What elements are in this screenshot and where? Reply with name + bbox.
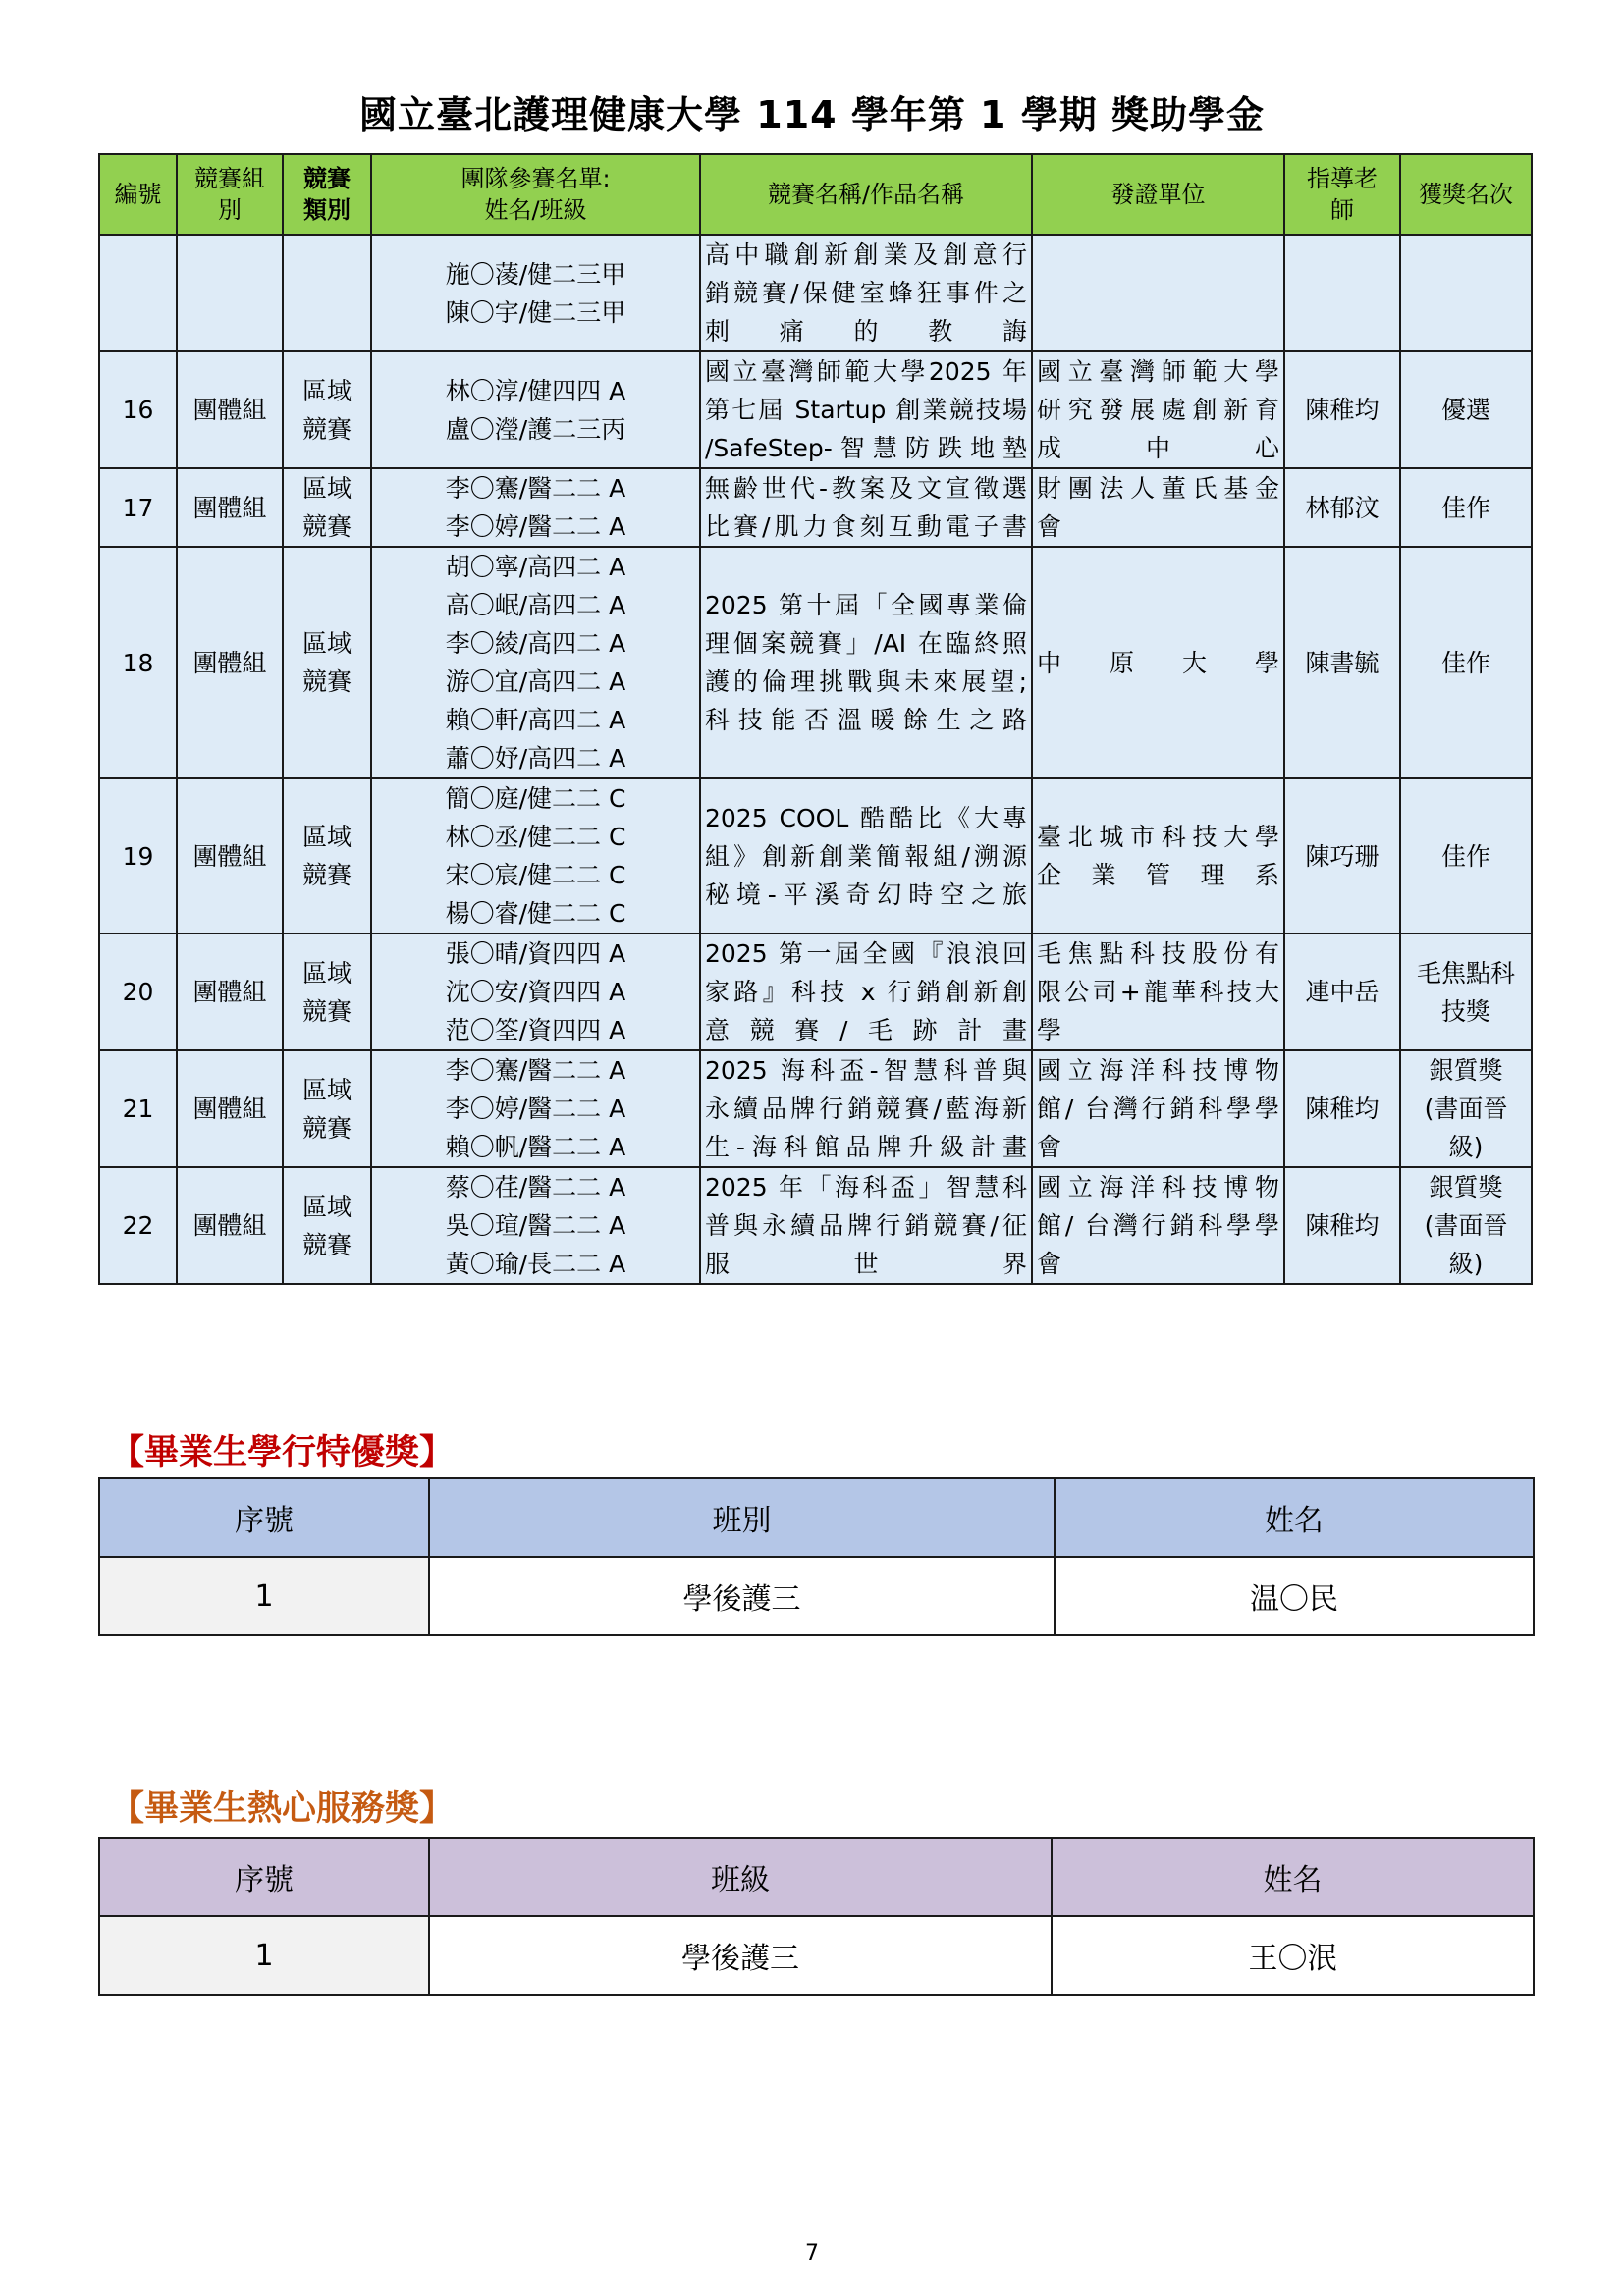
cell-type-line: 區域: [301, 629, 352, 658]
cell-members-line: 簡〇庭/健二二 C: [445, 784, 626, 813]
cell-members: [371, 934, 700, 1050]
cell-members-line: 賴〇帆/醫二二 A: [445, 1133, 626, 1161]
cell-type: [283, 547, 371, 778]
cell-type: [283, 468, 371, 547]
cell-unit-line: 成中心: [1037, 434, 1279, 462]
award-table: [98, 153, 1533, 1285]
cell-unit-line: 國立海洋科技博物: [1037, 1056, 1279, 1085]
cell-members-line: 陳〇宇/健二三甲: [445, 297, 626, 327]
cell-competition-line: 2025 COOL 酷酷比《大專: [705, 803, 1027, 832]
service-award-table: [98, 1837, 1535, 1996]
conduct-name: 温〇民: [1055, 1557, 1534, 1635]
cell-group: 團體組: [177, 1050, 283, 1167]
cell-unit-line: 會: [1037, 1250, 1062, 1278]
cell-unit: [1032, 1050, 1284, 1167]
award-table-header-row: [99, 154, 1532, 235]
cell-competition-line: 生-海科館品牌升級計畫: [705, 1133, 1027, 1161]
cell-competition-line: 普與永續品牌行銷競賽/征: [705, 1211, 1027, 1240]
cell-award-line: 優選: [1440, 396, 1490, 424]
conduct-header-row: [99, 1478, 1534, 1557]
cell-type-line: 區域: [301, 376, 352, 405]
cell-members-line: 蔡〇荏/醫二二 A: [445, 1173, 626, 1201]
cell-no: 17: [99, 468, 177, 547]
cell-award: [1400, 547, 1532, 778]
cell-type: [283, 1167, 371, 1284]
cell-members-line: 胡〇寧/高四二 A: [445, 553, 626, 581]
service-award-title: 【畢業生熱心服務獎】: [110, 1789, 455, 1829]
cell-unit-line: 研究發展處創新育: [1037, 396, 1279, 424]
cell-unit-line: 財團法人董氏基金: [1037, 474, 1279, 503]
cell-no: 22: [99, 1167, 177, 1284]
cell-no: [99, 235, 177, 351]
header-group: 競賽組 別: [177, 154, 283, 235]
cell-award: [1400, 778, 1532, 934]
cell-unit-line: 毛焦點科技股份有: [1037, 939, 1279, 968]
cell-competition-line: 意競賽/毛跡計畫: [705, 1016, 1027, 1044]
cell-unit-line: 限公司+龍華科技大: [1037, 978, 1279, 1006]
table-row: [99, 778, 1532, 934]
cell-competition-line: 2025 年「海科盃」智慧科: [705, 1173, 1027, 1201]
page-title: 國立臺北護理健康大學 114 學年第 1 學期 獎助學金: [359, 93, 1265, 136]
cell-award-line: 毛焦點科: [1416, 958, 1515, 988]
header-members: 團隊參賽名單: 姓名/班級: [371, 154, 700, 235]
cell-members-line: 范〇筌/資四四 A: [445, 1016, 626, 1044]
cell-members: [371, 235, 700, 351]
table-row: [99, 547, 1532, 778]
conduct-class: 學後護三: [429, 1557, 1055, 1635]
cell-award: [1400, 235, 1532, 351]
service-header-name: 姓名: [1052, 1838, 1534, 1916]
cell-members-line: 林〇淳/健四四 A: [445, 376, 626, 405]
conduct-award-table: [98, 1477, 1535, 1636]
cell-members-line: 沈〇安/資四四 A: [445, 978, 626, 1006]
cell-competition-line: 永續品牌行銷競賽/藍海新: [705, 1095, 1027, 1123]
cell-competition-line: 秘境-平溪奇幻時空之旅: [705, 880, 1027, 909]
cell-award: [1400, 1167, 1532, 1284]
cell-competition: [700, 351, 1032, 468]
cell-competition: [700, 547, 1032, 778]
cell-members: [371, 351, 700, 468]
header-advisor: 指導老 師: [1284, 154, 1400, 235]
cell-unit-line: 會: [1037, 1133, 1062, 1161]
cell-group: 團體組: [177, 1167, 283, 1284]
cell-unit-line: 館/ 台灣行銷科學學: [1037, 1095, 1279, 1123]
cell-members-line: 李〇騫/醫二二 A: [445, 1056, 626, 1085]
cell-unit-line: 企業管理系: [1037, 861, 1279, 889]
cell-members-line: 高〇岷/高四二 A: [445, 591, 626, 619]
table-row: [99, 1916, 1534, 1995]
cell-award-line: 佳作: [1440, 493, 1490, 522]
cell-no: 16: [99, 351, 177, 468]
table-row: [99, 1557, 1534, 1635]
cell-competition: [700, 934, 1032, 1050]
cell-competition-line: 無齡世代-教案及文宣徵選: [705, 474, 1027, 503]
service-class: 學後護三: [429, 1916, 1052, 1995]
cell-type-line: 競賽: [301, 414, 352, 444]
cell-no: 20: [99, 934, 177, 1050]
cell-members-line: 李〇騫/醫二二 A: [445, 474, 626, 503]
conduct-header-class: 班別: [429, 1478, 1055, 1557]
cell-members-line: 李〇綾/高四二 A: [445, 629, 626, 658]
cell-advisor: 陳稚均: [1284, 1167, 1400, 1284]
cell-competition-line: 高中職創新創業及創意行: [705, 240, 1027, 269]
cell-unit-line: 中原大學: [1037, 648, 1279, 677]
cell-competition-line: 第七屆 Startup 創業競技場: [705, 396, 1027, 424]
cell-award-line: 佳作: [1440, 648, 1490, 677]
cell-competition-line: 銷競賽/保健室蜂狂事件之: [705, 279, 1027, 307]
cell-advisor: 陳稚均: [1284, 1050, 1400, 1167]
cell-competition-line: 刺痛的教誨: [705, 317, 1027, 346]
cell-competition-line: 比賽/肌力食刻互動電子書: [705, 512, 1027, 541]
cell-award: [1400, 468, 1532, 547]
cell-award-line: (書面晉: [1424, 1211, 1508, 1240]
header-competition: 競賽名稱/作品名稱: [700, 154, 1032, 235]
cell-award-line: 級): [1448, 1133, 1484, 1161]
cell-unit-line: 學: [1037, 1016, 1062, 1044]
cell-group: 團體組: [177, 934, 283, 1050]
cell-unit: [1032, 1167, 1284, 1284]
cell-competition-line: 國立臺灣師範大學2025 年: [705, 357, 1027, 386]
cell-award-line: 級): [1448, 1250, 1484, 1278]
cell-type: [283, 934, 371, 1050]
table-row: [99, 934, 1532, 1050]
header-award: 獲獎名次: [1400, 154, 1532, 235]
cell-unit-line: 會: [1037, 512, 1062, 541]
cell-members: [371, 778, 700, 934]
cell-type: [283, 351, 371, 468]
service-header-row: [99, 1838, 1534, 1916]
cell-unit: [1032, 235, 1284, 351]
cell-members-line: 施〇蓤/健二三甲: [445, 259, 626, 289]
cell-competition: [700, 1167, 1032, 1284]
cell-unit-line: 國立臺灣師範大學: [1037, 357, 1279, 386]
cell-type-line: 區域: [301, 1075, 352, 1104]
cell-unit: [1032, 778, 1284, 934]
cell-members-line: 宋〇宸/健二二 C: [445, 861, 626, 889]
cell-group: 團體組: [177, 351, 283, 468]
cell-members-line: 盧〇瀅/護二三丙: [445, 414, 626, 444]
cell-type-line: 競賽: [301, 861, 352, 889]
cell-members-line: 吳〇瑄/醫二二 A: [445, 1211, 626, 1240]
service-header-idx: 序號: [99, 1838, 429, 1916]
cell-advisor: 連中岳: [1284, 934, 1400, 1050]
cell-advisor: 林郁汶: [1284, 468, 1400, 547]
cell-type: [283, 1050, 371, 1167]
table-row: [99, 235, 1532, 351]
header-no: 編號: [99, 154, 177, 235]
cell-type-line: 區域: [301, 958, 352, 988]
award-table-body: [99, 235, 1532, 1284]
conduct-idx: 1: [99, 1557, 429, 1635]
cell-members: [371, 468, 700, 547]
conduct-award-title: 【畢業生學行特優獎】: [110, 1433, 455, 1472]
cell-type: [283, 235, 371, 351]
cell-unit-line: 國立海洋科技博物: [1037, 1173, 1279, 1201]
page-number: 7: [805, 2241, 819, 2266]
cell-competition-line: 家路』科技 x 行銷創新創: [705, 978, 1027, 1006]
cell-members-line: 游〇宜/高四二 A: [445, 667, 626, 696]
cell-members: [371, 1050, 700, 1167]
table-row: [99, 468, 1532, 547]
cell-unit: [1032, 468, 1284, 547]
cell-competition-line: 2025 第十屆「全國專業倫: [705, 591, 1027, 619]
cell-competition: [700, 778, 1032, 934]
cell-members-line: 蕭〇妤/高四二 A: [445, 744, 626, 773]
cell-award-line: (書面晉: [1424, 1095, 1508, 1123]
cell-group: [177, 235, 283, 351]
cell-award-line: 技獎: [1440, 996, 1490, 1026]
cell-competition: [700, 468, 1032, 547]
conduct-header-name: 姓名: [1055, 1478, 1534, 1557]
cell-advisor: 陳稚均: [1284, 351, 1400, 468]
header-type: 競賽 類別: [283, 154, 371, 235]
cell-competition-line: 組》創新創業簡報組/溯源: [705, 841, 1027, 871]
cell-type-line: 競賽: [301, 1230, 352, 1259]
cell-advisor: [1284, 235, 1400, 351]
service-name: 王〇泯: [1052, 1916, 1534, 1995]
cell-competition: [700, 235, 1032, 351]
cell-no: 19: [99, 778, 177, 934]
cell-type-line: 競賽: [301, 667, 352, 696]
cell-members-line: 黃〇瑜/長二二 A: [445, 1250, 626, 1278]
cell-type-line: 競賽: [301, 996, 352, 1026]
table-row: [99, 1050, 1532, 1167]
cell-type-line: 區域: [301, 823, 352, 851]
cell-no: 21: [99, 1050, 177, 1167]
cell-group: 團體組: [177, 547, 283, 778]
cell-competition-line: 科技能否溫暖餘生之路: [705, 706, 1027, 734]
cell-unit-line: 館/ 台灣行銷科學學: [1037, 1211, 1279, 1240]
cell-members-line: 李〇婷/醫二二 A: [445, 1095, 626, 1123]
cell-advisor: 陳書毓: [1284, 547, 1400, 778]
service-idx: 1: [99, 1916, 429, 1995]
cell-award: [1400, 351, 1532, 468]
cell-competition-line: 2025 第一屆全國『浪浪回: [705, 939, 1027, 968]
cell-type-line: 區域: [301, 474, 352, 503]
cell-members: [371, 1167, 700, 1284]
conduct-header-idx: 序號: [99, 1478, 429, 1557]
cell-competition: [700, 1050, 1032, 1167]
table-row: [99, 1167, 1532, 1284]
cell-unit-line: 臺北城市科技大學: [1037, 823, 1279, 851]
header-unit: 發證單位: [1032, 154, 1284, 235]
cell-group: 團體組: [177, 778, 283, 934]
cell-competition-line: 服世界: [705, 1250, 1027, 1278]
cell-competition-line: 理個案競賽」/AI 在臨終照: [705, 629, 1027, 658]
cell-group: 團體組: [177, 468, 283, 547]
cell-members-line: 楊〇睿/健二二 C: [445, 899, 626, 928]
table-row: [99, 351, 1532, 468]
cell-competition-line: 護的倫理挑戰與未來展望;: [705, 667, 1027, 696]
cell-type-line: 競賽: [301, 512, 352, 541]
cell-unit: [1032, 934, 1284, 1050]
cell-type-line: 區域: [301, 1192, 352, 1221]
cell-award: [1400, 1050, 1532, 1167]
cell-members-line: 賴〇軒/高四二 A: [445, 706, 626, 734]
cell-advisor: 陳巧珊: [1284, 778, 1400, 934]
service-header-class: 班級: [429, 1838, 1052, 1916]
cell-members-line: 李〇婷/醫二二 A: [445, 512, 626, 541]
cell-competition-line: /SafeStep-智慧防跌地墊: [705, 434, 1027, 462]
cell-members-line: 張〇晴/資四四 A: [445, 939, 626, 968]
cell-competition-line: 2025 海科盃-智慧科普與: [705, 1056, 1027, 1085]
cell-award-line: 佳作: [1440, 841, 1490, 871]
cell-type-line: 競賽: [301, 1113, 352, 1143]
cell-members: [371, 547, 700, 778]
cell-unit: [1032, 351, 1284, 468]
cell-award-line: 銀質獎: [1429, 1056, 1503, 1085]
cell-no: 18: [99, 547, 177, 778]
cell-type: [283, 778, 371, 934]
cell-award: [1400, 934, 1532, 1050]
cell-award-line: 銀質獎: [1429, 1173, 1503, 1201]
cell-members-line: 林〇丞/健二二 C: [445, 823, 626, 851]
cell-unit: [1032, 547, 1284, 778]
